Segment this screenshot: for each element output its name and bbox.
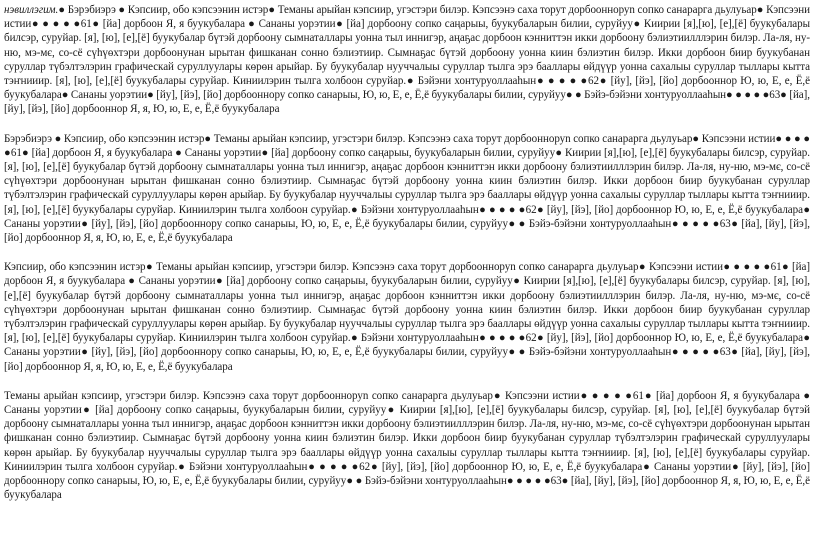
paragraph-4-text: Теманы арыйан кэпсиир, угэстэри билэр. Кэпсээнэ саха торут дорбоонноруn сопко санарарга дьулуьар● Кэпсээни истии● ● ● ● ●61● [йа] дорбоон Я, я буукубалара ● Сананы уорэтии● [йа] дорбоону сопко саңарыы, буукубаларын билии, суруйуу● Киирии [я],[ю], [е],[ё] буукубалары билсэр, суруйар. [я], [ю], [е],[ё] буукубалар бүтэй дорбоону сымнаталлары уонна тыл иннигэр, аңаҕас дорбоон кэнниттэн икки дорбоону бэлиэтиилллэрин билэр. Ла-ля, ну-ню, мэ-мє, со-сё сүһүөхтэри дорбоонунан ырытан фишканан сонно бэлиэтиир. Сымнаҕас бүтэй дорбоону уонна киин бэлиэтин билэр. Икки дорбоон биир буукубанан суруллар түбэлтэлэрин графическай суруллуулары көрөн арыйар. Бу буукубалар нууччалыы суруллар тылга эрэ бааллары өйдүүр уонна сахалыы суруллар тыллары кытта тэҥнииир. [я], [ю], [е],[ё] буукубалары суруйар. Киниилэрин тылга холбоон суруйар.● Бэйэни хонтуруоллааһын● ● ● ● ●62● [йу], [йэ], [йо] дорбооннор Ю, ю, Е, е, Ё,ё буукубалара● Сананы уорэтии● [йу], [йэ], [йо] дорбооннору сопко санарыы, Ю, ю, Е, е, Ё,ё буукубалары билии, суруйуу● ● Бэйэ-бэйэни хонтуруоллааһын● ● ● ● ●63● [йа], [йу], [йэ], [йо] дорбооннор Я, я, Ю, ю, Е, е, Ё,ё буукубалара xyxy=(4,389,810,502)
paragraph-2-text: Бэрэбиэрэ ● Кэпсиир, обо кэпсээнин истэр● Теманы арыйан кэпсиир, угэстэри билэр. Кэпсээнэ саха торут дорбоонноруn сопко санарарга дьулуьар● Кэпсээни истии● ● ● ● ●61● [йа] дорбоон Я, я буукубалара ● Сананы уорэтии● [йа] дорбоону сопко саңарыы, буукубаларын билии, суруйуу● Киирии [я],[ю], [е],[ё] буукубалары билсэр, суруйар. [я], [ю], [е],[ё] буукубалар бүтэй дорбоону сымнаталлары уонна тыл иннигэр, аңаҕас дорбоон кэнниттэн икки дорбоону бэлиэтиилллэрин билэр. Ла-ля, ну-ню, мэ-мє, со-сё сүһүөхтэри дорбоонунан ырытан фишканан сонно бэлиэтиир. Сымнаҕас бүтэй дорбоону уонна киин бэлиэтин билэр. Икки дорбоон биир буукубанан суруллар түбэлтэлэрин графическай суруллуулары көрөн арыйар. Бу буукубалар нууччалыы суруллар тылга эрэ бааллары өйдүүр уонна сахалыы суруллар тыллары кытта тэҥнииир. [я], [ю], [е],[ё] буукубалары суруйар. Киниилэрин тылга холбоон суруйар.● Бэйэни хонтуруоллааһын● ● ● ● ●62● [йу], [йэ], [йо] дорбооннор Ю, ю, Е, е, Ё,ё буукубалара● Сананы уорэтии● [йу], [йэ], [йо] дорбооннору сопко санарыы, Ю, ю, Е, е, Ё,ё буукубалары билии, суруйуу● ● Бэйэ-бэйэни хонтуруоллааһын● ● ● ● ●63● [йа], [йу], [йэ], [йо] дорбооннор Я, я, Ю, ю, Е, е, Ё,ё буукубалара xyxy=(4,132,810,245)
paragraph-1 xyxy=(4,3,810,117)
paragraph-3 xyxy=(4,260,810,374)
paragraph-2 xyxy=(4,132,810,246)
paragraph-1-text: ● Бэрэбиэрэ ● Кэпсиир, обо кэпсээнин истэр● Теманы арыйан кэпсиир, угэстэри билэр. Кэпсээнэ саха торут дорбоонноруn сопко санарарга дьулуьар● Кэпсээни истии● ● ● ● ●61● [йа] дорбоон Я, я буукубалара ● Сананы уорэтии● [йа] дорбоону сопко саңарыы, буукубаларын билии, суруйуу● Киирии [я],[ю], [е],[ё] буукубалары билсэр, суруйар. [я], [ю], [е],[ё] буукубалар бүтэй дорбоону сымнаталлары уонна тыл иннигэр, аңаҕас дорбоон кэнниттэн икки дорбоону бэлиэтиилллэрин билэр. Ла-ля, ну-ню, мэ-мє, со-сё сүһүөхтэри дорбоонунан ырытан фишканан сонно бэлиэтиир. Сымнаҕас бүтэй дорбоону уонна киин бэлиэтин билэр. Икки дорбоон биир буукубанан суруллар түбэлтэлэрин графическай суруллуулары көрөн арыйар. Бу буукубалар нууччалыы суруллар тылга эрэ бааллары өйдүүр уонна сахалыы суруллар тыллары кытта тэҥнииир. [я], [ю], [е],[ё] буукубалары суруйар. Киниилэрин тылга холбоон суруйар.● Бэйэни хонтуруоллааһын● ● ● ● ●62● [йу], [йэ], [йо] дорбооннор Ю, ю, Е, е, Ё,ё буукубалара● Сананы уорэтии● [йу], [йэ], [йо] дорбооннору сопко санарыы, Ю, ю, Е, е, Ё,ё буукубалары билии, суруйуу● ● Бэйэ-бэйэни хонтуруоллааһын● ● ● ● ●63● [йа], [йу], [йэ], [йо] дорбооннор Я, я, Ю, ю, Е, е, Ё,ё буукубалара xyxy=(4,4,810,116)
paragraph-1-intro: нэвиллэгим. xyxy=(4,4,59,16)
paragraph-4 xyxy=(4,389,810,503)
paragraph-3-text: Кэпсиир, обо кэпсээнин истэр● Теманы арыйан кэпсиир, угэстэри билэр. Кэпсээнэ саха торут дорбоонноруn сопко санарарга дьулуьар● Кэпсээни истии● ● ● ● ●61● [йа] дорбоон Я, я буукубалара ● Сананы уорэтии● [йа] дорбоону сопко саңарыы, буукубаларын билии, суруйуу● Киирии [я],[ю], [е],[ё] буукубалары билсэр, суруйар. [я], [ю], [е],[ё] буукубалар бүтэй дорбоону сымнаталлары уонна тыл иннигэр, аңаҕас дорбоон кэнниттэн икки дорбоону бэлиэтиилллэрин билэр. Ла-ля, ну-ню, мэ-мє, со-сё сүһүөхтэри дорбоонунан ырытан фишканан сонно бэлиэтиир. Сымнаҕас бүтэй дорбоону уонна киин бэлиэтин билэр. Икки дорбоон биир буукубанан суруллар түбэлтэлэрин графическай суруллуулары көрөн арыйар. Бу буукубалар нууччалыы суруллар тылга эрэ бааллары өйдүүр уонна сахалыы суруллар тыллары кытта тэҥнииир. [я], [ю], [е],[ё] буукубалары суруйар. Киниилэрин тылга холбоон суруйар.● Бэйэни хонтуруоллааһын● ● ● ● ●62● [йу], [йэ], [йо] дорбооннор Ю, ю, Е, е, Ё,ё буукубалара● Сананы уорэтии● [йу], [йэ], [йо] дорбооннору сопко санарыы, Ю, ю, Е, е, Ё,ё буукубалары билии, суруйуу● ● Бэйэ-бэйэни хонтуруоллааһын● ● ● ● ●63● [йа], [йу], [йэ], [йо] дорбооннор Я, я, Ю, ю, Е, е, Ё,ё буукубалара xyxy=(4,261,810,373)
